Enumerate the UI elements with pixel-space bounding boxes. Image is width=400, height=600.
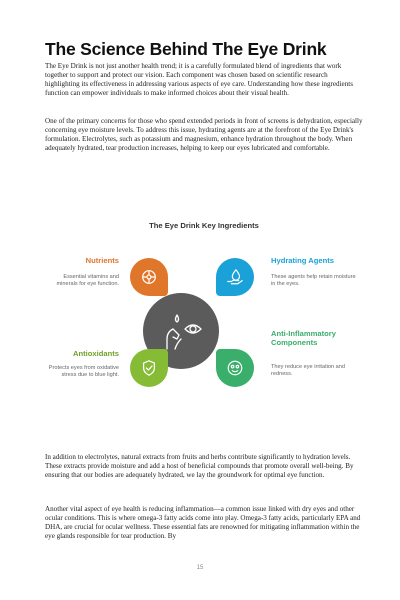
paragraph-extracts: In addition to electrolytes, natural extracts from fruits and herbs contribute significantly to hydration levels. These extracts provide moisture and add a host of beneficial compounds that promote overall well-being. By ensuring that our bodies are adequately hydrated, we lay the groundwork for optimal eye function. — [45, 453, 354, 480]
anti-inflammatory-title: Anti-Inflammatory Components — [271, 329, 336, 347]
nutrients-petal — [130, 258, 168, 296]
paragraph-inflammation: Another vital aspect of eye health is reducing inflammation—a common issue linked with dry eyes and other ocular conditions. This is where omega-3 fatty acids come into play. Omega-3 fatty acids, particularly EPA and DHA, are crucial for ocular wellness. These essential fats are renowned for mitigating inflammation within the eye glands responsible for tear production. By — [45, 505, 361, 541]
antioxidants-petal — [130, 349, 168, 387]
face-icon — [226, 359, 244, 377]
paragraph-intro: The Eye Drink is not just another health trend; it is a carefully formulated blend of ingredients that work together to support and protect our vision. Each component was chosen based on scientific research highlighting its effectiveness in addressing various aspects of eye care. Understanding how these ingredients function can empower individuals to make informed choices about their visual health. — [45, 62, 353, 98]
hydrating-agents-description: These agents help retain moisture in the eyes. — [271, 274, 356, 288]
nutrients-description: Essential vitamins and minerals for eye function. — [56, 274, 119, 288]
nutrients-title: Nutrients — [85, 256, 119, 265]
antioxidants-description: Protects eyes from oxidative stress due to blue light. — [48, 365, 119, 379]
ingredients-diagram — [45, 215, 363, 405]
shield-check-icon — [140, 359, 158, 377]
water-drop-hand-icon — [226, 268, 244, 286]
paragraph-hydration: One of the primary concerns for those who spend extended periods in front of screens is dehydration, especially concerning eye moisture levels. To address this issue, hydrating agents are at the forefront of the Eye Drink's formulation. Electrolytes, such as potassium and magnesium, enhance hydration throughout the body. When adequately hydrated, tear production increases, helping to keep our eyes lubricated and comfortable. — [45, 117, 363, 153]
hydrating-agents-title: Hydrating Agents — [271, 256, 335, 265]
antiinflammatory-petal — [216, 349, 254, 387]
page-number: 15 — [196, 565, 204, 571]
diagram-title: The Eye Drink Key Ingredients — [149, 221, 259, 230]
hydrating-petal — [216, 258, 254, 296]
page-heading: The Science Behind The Eye Drink — [45, 39, 327, 59]
antioxidants-title: Antioxidants — [73, 349, 119, 358]
nutrients-icon — [140, 268, 158, 286]
anti-inflammatory-description: They reduce eye irritation and redness. — [271, 364, 346, 378]
